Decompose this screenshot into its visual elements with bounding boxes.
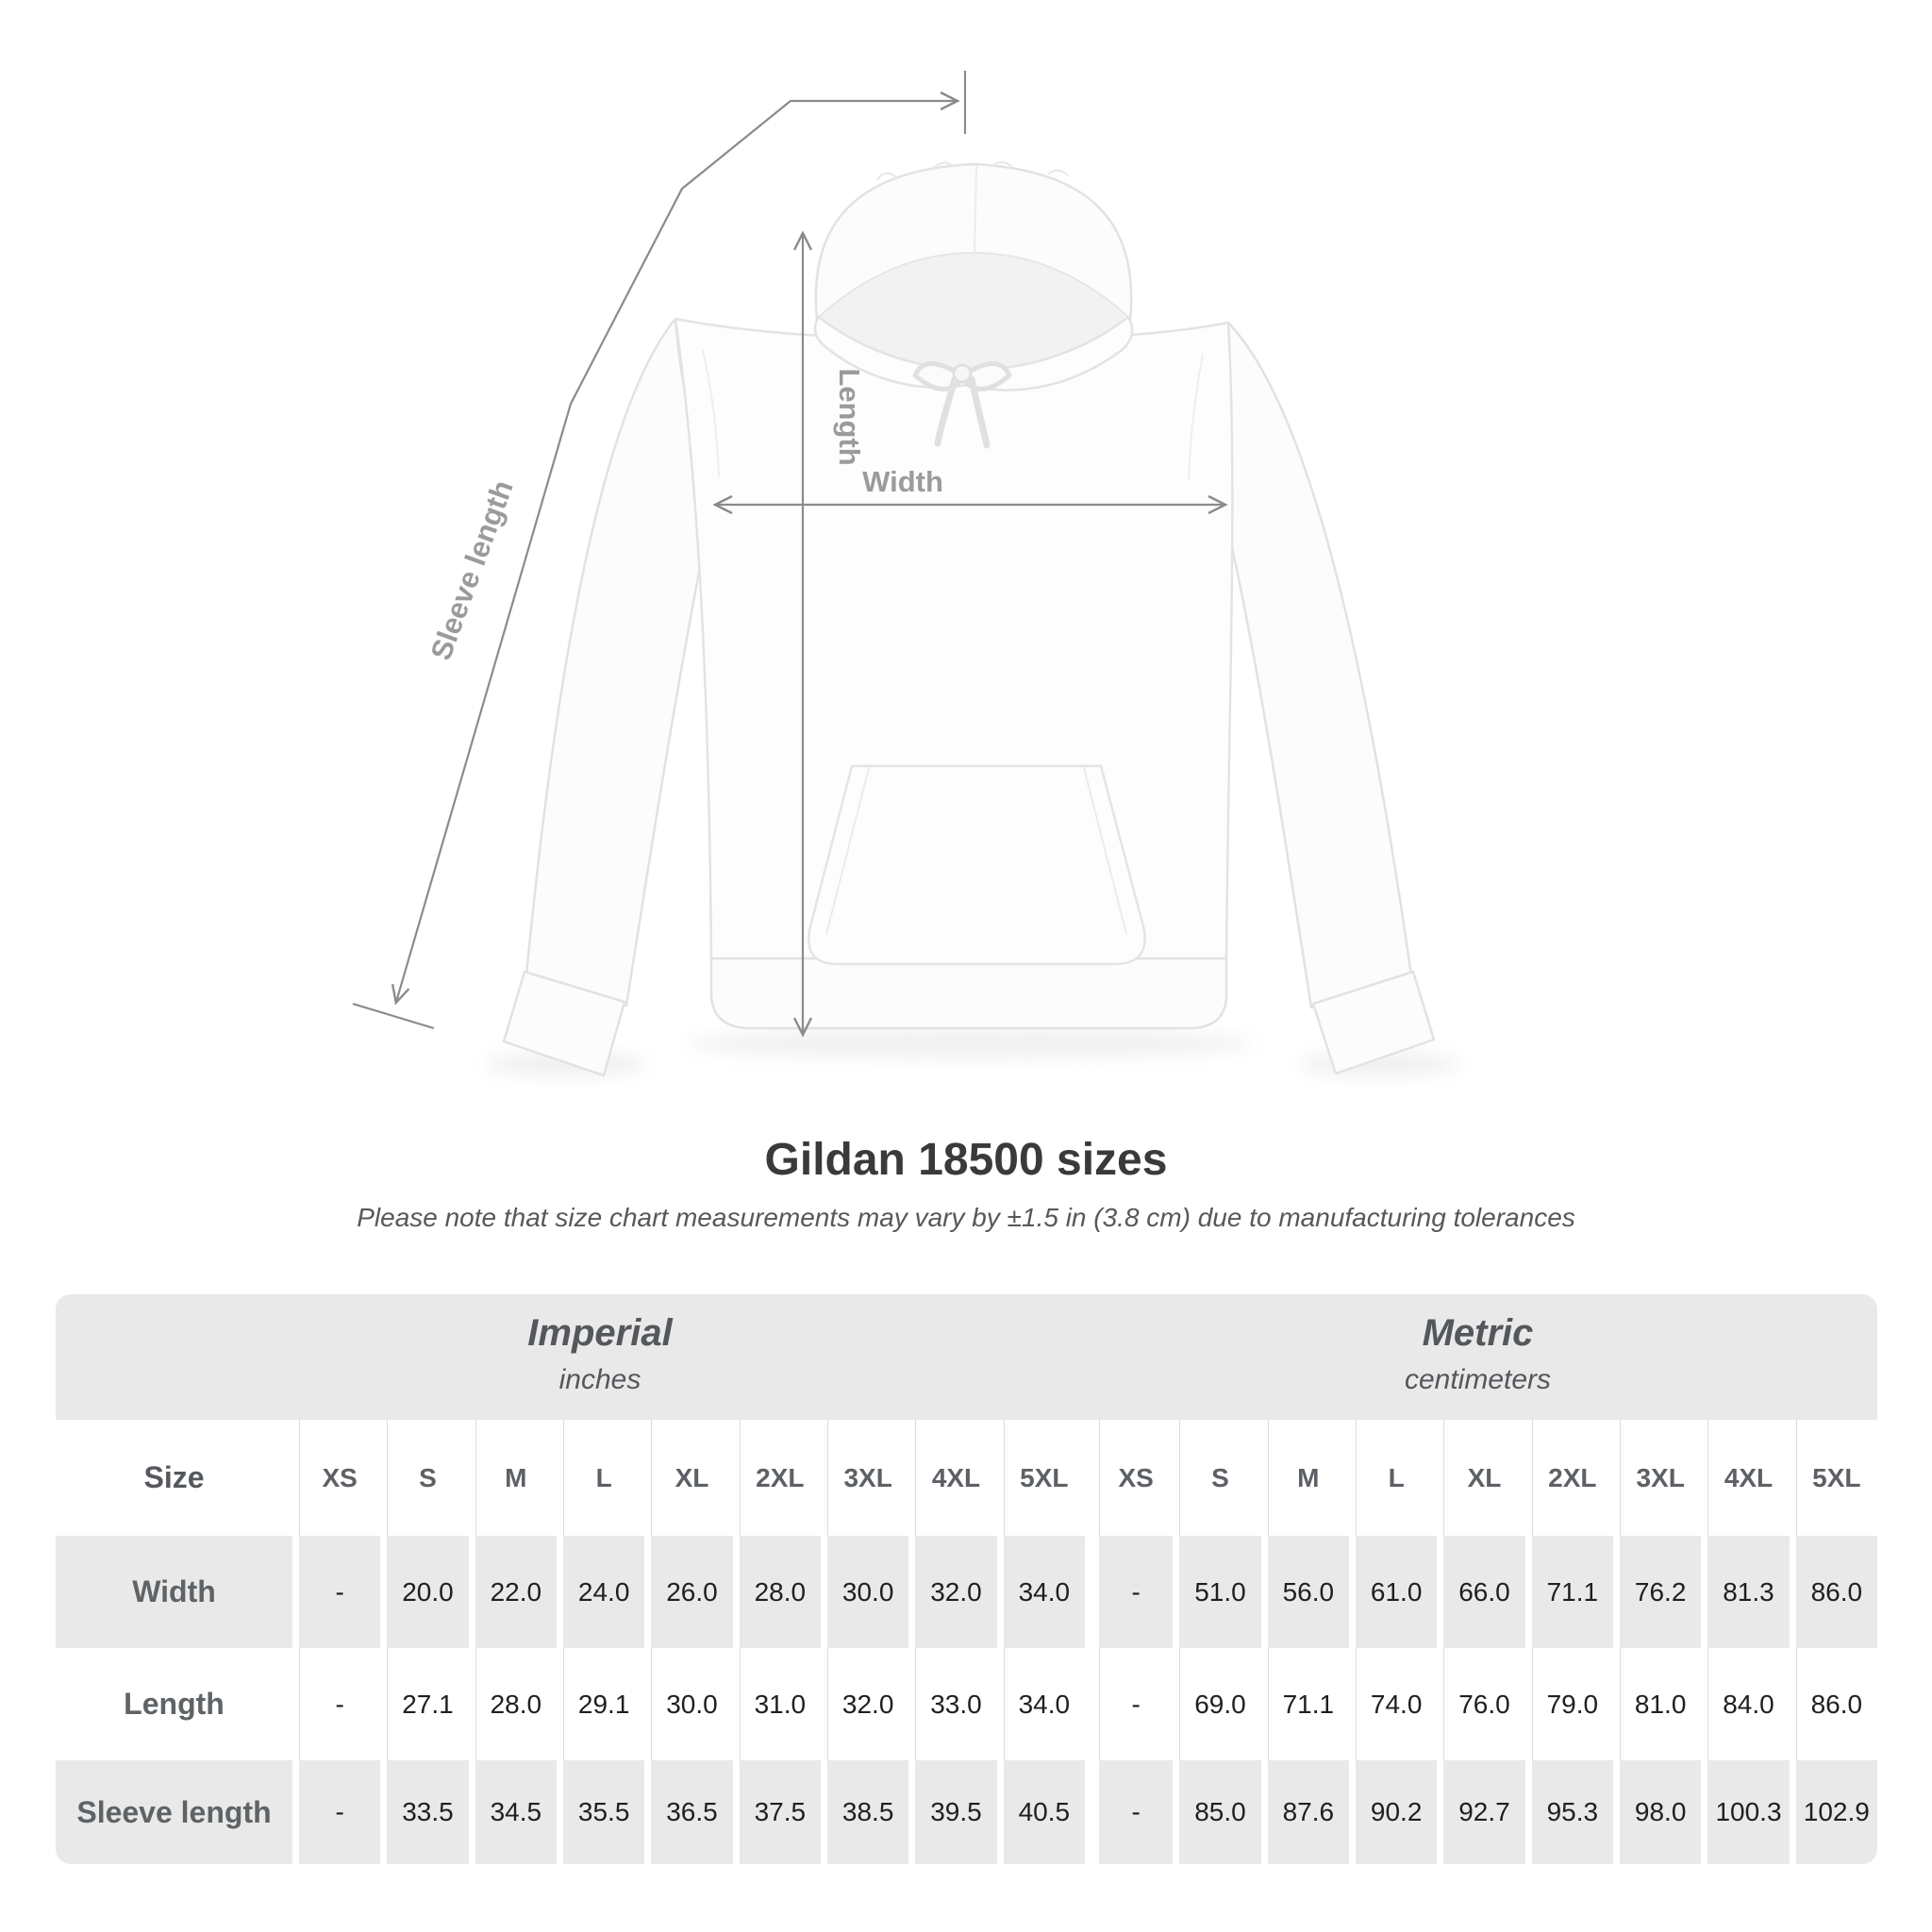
tolerance-note: Please note that size chart measurements may vary by ±1.5 in (3.8 cm) due to manufacturing tolerances <box>357 1203 1575 1232</box>
column-header: S <box>1173 1420 1260 1536</box>
page-title: Gildan 18500 sizes <box>764 1135 1168 1185</box>
column-header: 4XL <box>908 1420 996 1536</box>
value-cell: 69.0 <box>1173 1648 1260 1760</box>
column-header: M <box>1261 1420 1349 1536</box>
column-header: S <box>380 1420 468 1536</box>
value-cell: 90.2 <box>1349 1760 1437 1864</box>
value-cell: 28.0 <box>733 1536 821 1648</box>
value-cell: 37.5 <box>733 1760 821 1864</box>
sleeve-length-label: Sleeve length <box>424 475 520 665</box>
unit-group-unit: centimeters <box>1404 1364 1552 1395</box>
value-cell: 100.3 <box>1701 1760 1789 1864</box>
value-cell: 22.0 <box>469 1536 557 1648</box>
value-cell: 31.0 <box>733 1648 821 1760</box>
value-cell: 30.0 <box>821 1536 908 1648</box>
value-cell: 95.3 <box>1525 1760 1613 1864</box>
column-header: 5XL <box>1790 1420 1877 1536</box>
value-cell: 30.0 <box>644 1648 732 1760</box>
column-header-size: Size <box>56 1420 292 1536</box>
value-cell: 34.0 <box>997 1648 1085 1760</box>
column-header: 3XL <box>821 1420 908 1536</box>
column-header: L <box>557 1420 644 1536</box>
value-cell: 28.0 <box>469 1648 557 1760</box>
unit-band <box>56 1294 1877 1420</box>
heading-block <box>0 1134 1932 1233</box>
value-cell: 66.0 <box>1437 1536 1524 1648</box>
value-cell: 87.6 <box>1261 1760 1349 1864</box>
right-sleeve <box>1221 323 1411 1008</box>
value-cell: 74.0 <box>1349 1648 1437 1760</box>
value-cell: 35.5 <box>557 1760 644 1864</box>
value-cell: 51.0 <box>1173 1536 1260 1648</box>
value-cell: 56.0 <box>1261 1536 1349 1648</box>
unit-group-unit: inches <box>558 1364 641 1395</box>
value-cell: 27.1 <box>380 1648 468 1760</box>
unit-group-imperial <box>56 1294 1078 1420</box>
value-cell: 71.1 <box>1261 1648 1349 1760</box>
hoodie-illustration <box>504 162 1434 1075</box>
column-header: 5XL <box>997 1420 1085 1536</box>
width-label: Width <box>862 465 943 498</box>
hem-band <box>711 958 1226 1028</box>
value-cell: 98.0 <box>1613 1760 1701 1864</box>
column-header: 2XL <box>733 1420 821 1536</box>
value-cell: 81.3 <box>1701 1536 1789 1648</box>
column-header: L <box>1349 1420 1437 1536</box>
value-cell: 40.5 <box>997 1760 1085 1864</box>
value-cell: 92.7 <box>1437 1760 1524 1864</box>
length-label: Length <box>833 368 866 466</box>
sleeve-measure-bottom-tick <box>353 1004 434 1028</box>
column-header: XS <box>292 1420 380 1536</box>
value-cell: 81.0 <box>1613 1648 1701 1760</box>
value-cell: - <box>292 1648 380 1760</box>
column-header: M <box>469 1420 557 1536</box>
value-cell: 29.1 <box>557 1648 644 1760</box>
unit-group-name: Metric <box>1422 1312 1534 1354</box>
value-cell: 34.5 <box>469 1760 557 1864</box>
value-cell: 61.0 <box>1349 1536 1437 1648</box>
value-cell: 26.0 <box>644 1536 732 1648</box>
value-cell: 34.0 <box>997 1536 1085 1648</box>
size-table-grid <box>56 1420 1877 1864</box>
value-cell: - <box>292 1536 380 1648</box>
column-header: XL <box>644 1420 732 1536</box>
value-cell: 85.0 <box>1173 1760 1260 1864</box>
hood <box>815 162 1132 390</box>
value-cell: 33.5 <box>380 1760 468 1864</box>
soft-shadows <box>486 1028 1459 1076</box>
value-cell: 39.5 <box>908 1760 996 1864</box>
unit-group-metric <box>1078 1294 1877 1420</box>
value-cell: 38.5 <box>821 1760 908 1864</box>
column-header: XS <box>1085 1420 1173 1536</box>
size-table <box>56 1294 1877 1864</box>
value-cell: 79.0 <box>1525 1648 1613 1760</box>
value-cell: - <box>1085 1536 1173 1648</box>
value-cell: 76.2 <box>1613 1536 1701 1648</box>
column-header: 4XL <box>1701 1420 1789 1536</box>
column-header: 2XL <box>1525 1420 1613 1536</box>
value-cell: 84.0 <box>1701 1648 1789 1760</box>
value-cell: 33.0 <box>908 1648 996 1760</box>
value-cell: 102.9 <box>1790 1760 1877 1864</box>
row-label: Length <box>56 1648 292 1760</box>
row-label: Width <box>56 1536 292 1648</box>
value-cell: - <box>1085 1648 1173 1760</box>
column-header: XL <box>1437 1420 1524 1536</box>
value-cell: 71.1 <box>1525 1536 1613 1648</box>
value-cell: - <box>1085 1760 1173 1864</box>
value-cell: 20.0 <box>380 1536 468 1648</box>
value-cell: - <box>292 1760 380 1864</box>
value-cell: 32.0 <box>821 1648 908 1760</box>
column-header: 3XL <box>1613 1420 1701 1536</box>
value-cell: 86.0 <box>1790 1536 1877 1648</box>
value-cell: 24.0 <box>557 1536 644 1648</box>
row-label: Sleeve length <box>56 1760 292 1864</box>
value-cell: 86.0 <box>1790 1648 1877 1760</box>
value-cell: 32.0 <box>908 1536 996 1648</box>
value-cell: 76.0 <box>1437 1648 1524 1760</box>
unit-group-name: Imperial <box>527 1312 673 1354</box>
value-cell: 36.5 <box>644 1760 732 1864</box>
pocket <box>808 766 1144 964</box>
